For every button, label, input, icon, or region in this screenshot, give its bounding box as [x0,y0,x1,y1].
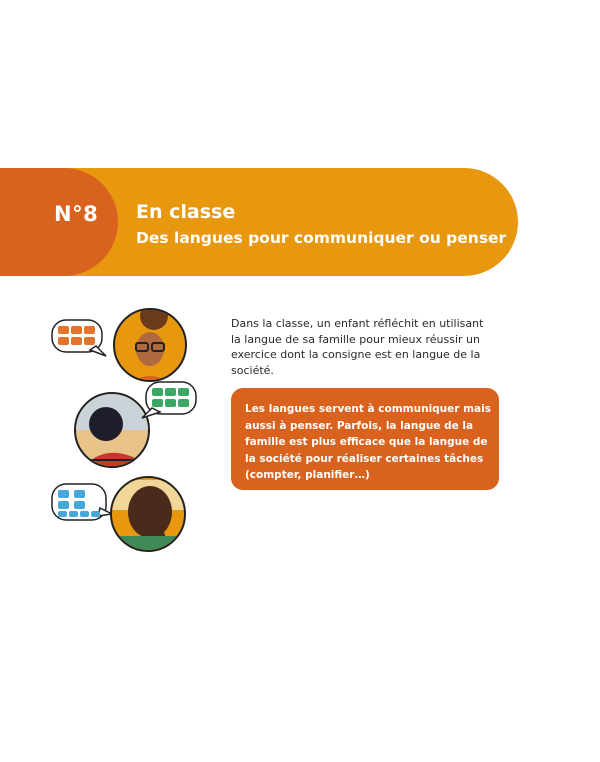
speech-bubble-icon [142,382,196,418]
page-title: En classe [136,201,236,223]
intro-text: Dans la classe, un enfant réfléchit en utilisant la langue de sa famille pour mieux réussir un exercice dont la consigne est en langue de la société. [231,317,484,377]
callout-box [231,388,499,490]
child-girl-icon [110,477,190,562]
teacher-icon [114,302,186,390]
page-subtitle: Des langues pour communiquer ou penser [136,229,507,247]
speech-bubble-icon [52,320,106,356]
speech-bubble-icon [52,484,112,520]
callout-text: Les langues servent à communiquer mais aussi à penser. Parfois, la langue de la famille est plus efficace que la langue de la société pour réaliser certaines tâches (compter, planifier…) [245,403,491,481]
section-number: N°8 [54,202,99,226]
illustration-group [50,300,200,562]
